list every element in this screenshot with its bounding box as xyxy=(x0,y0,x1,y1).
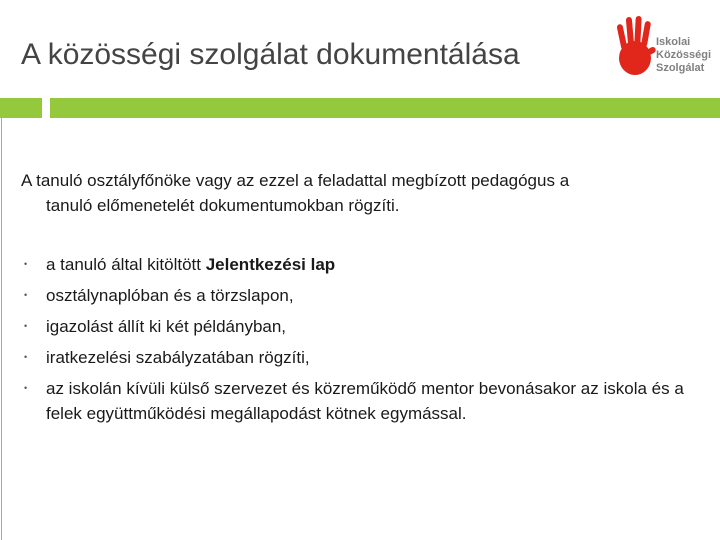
list-item xyxy=(21,376,701,426)
list-item xyxy=(21,252,701,277)
intro-line-1: A tanuló osztályfőnöke vagy az ezzel a feladattal megbízott pedagógus a xyxy=(21,171,570,190)
accent-bar-right xyxy=(50,98,720,118)
list-item-text: az iskolán kívüli külső szervezet és közreműködő mentor bevonásakor az iskola és a felek együttműködési megállapodást kötnek egymással. xyxy=(46,379,684,423)
intro-paragraph xyxy=(21,168,701,218)
left-divider xyxy=(1,118,2,540)
bullet-icon: • xyxy=(24,383,28,393)
logo-line-3: Szolgálat xyxy=(656,62,705,74)
logo-line-2: Közösségi xyxy=(656,49,712,61)
intro-line-2: tanuló előmenetelét dokumentumokban rögzíti. xyxy=(46,196,400,215)
list-item-text: a tanuló által kitöltött xyxy=(46,255,206,274)
logo-line-1: Iskolai xyxy=(656,36,691,48)
bullet-list xyxy=(21,252,701,432)
list-item-text: iratkezelési szabályzatában rögzíti, xyxy=(46,348,310,367)
list-item-text: osztálynaplóban és a törzslapon, xyxy=(46,286,294,305)
bullet-icon: • xyxy=(24,290,28,300)
list-item xyxy=(21,345,701,370)
list-item-bold-text: Jelentkezési lap xyxy=(205,255,336,274)
bullet-icon: • xyxy=(24,259,28,269)
list-item xyxy=(21,283,701,308)
logo xyxy=(614,14,712,80)
list-item-text: igazolást állít ki két példányban, xyxy=(46,317,287,336)
list-item xyxy=(21,314,701,339)
accent-bar-left xyxy=(0,98,42,118)
bullet-icon: • xyxy=(24,321,28,331)
page-title: A közösségi szolgálat dokumentálása xyxy=(21,38,520,71)
accent-bar-gap xyxy=(42,98,50,118)
bullet-icon: • xyxy=(24,352,28,362)
red-hand-icon xyxy=(614,14,658,80)
